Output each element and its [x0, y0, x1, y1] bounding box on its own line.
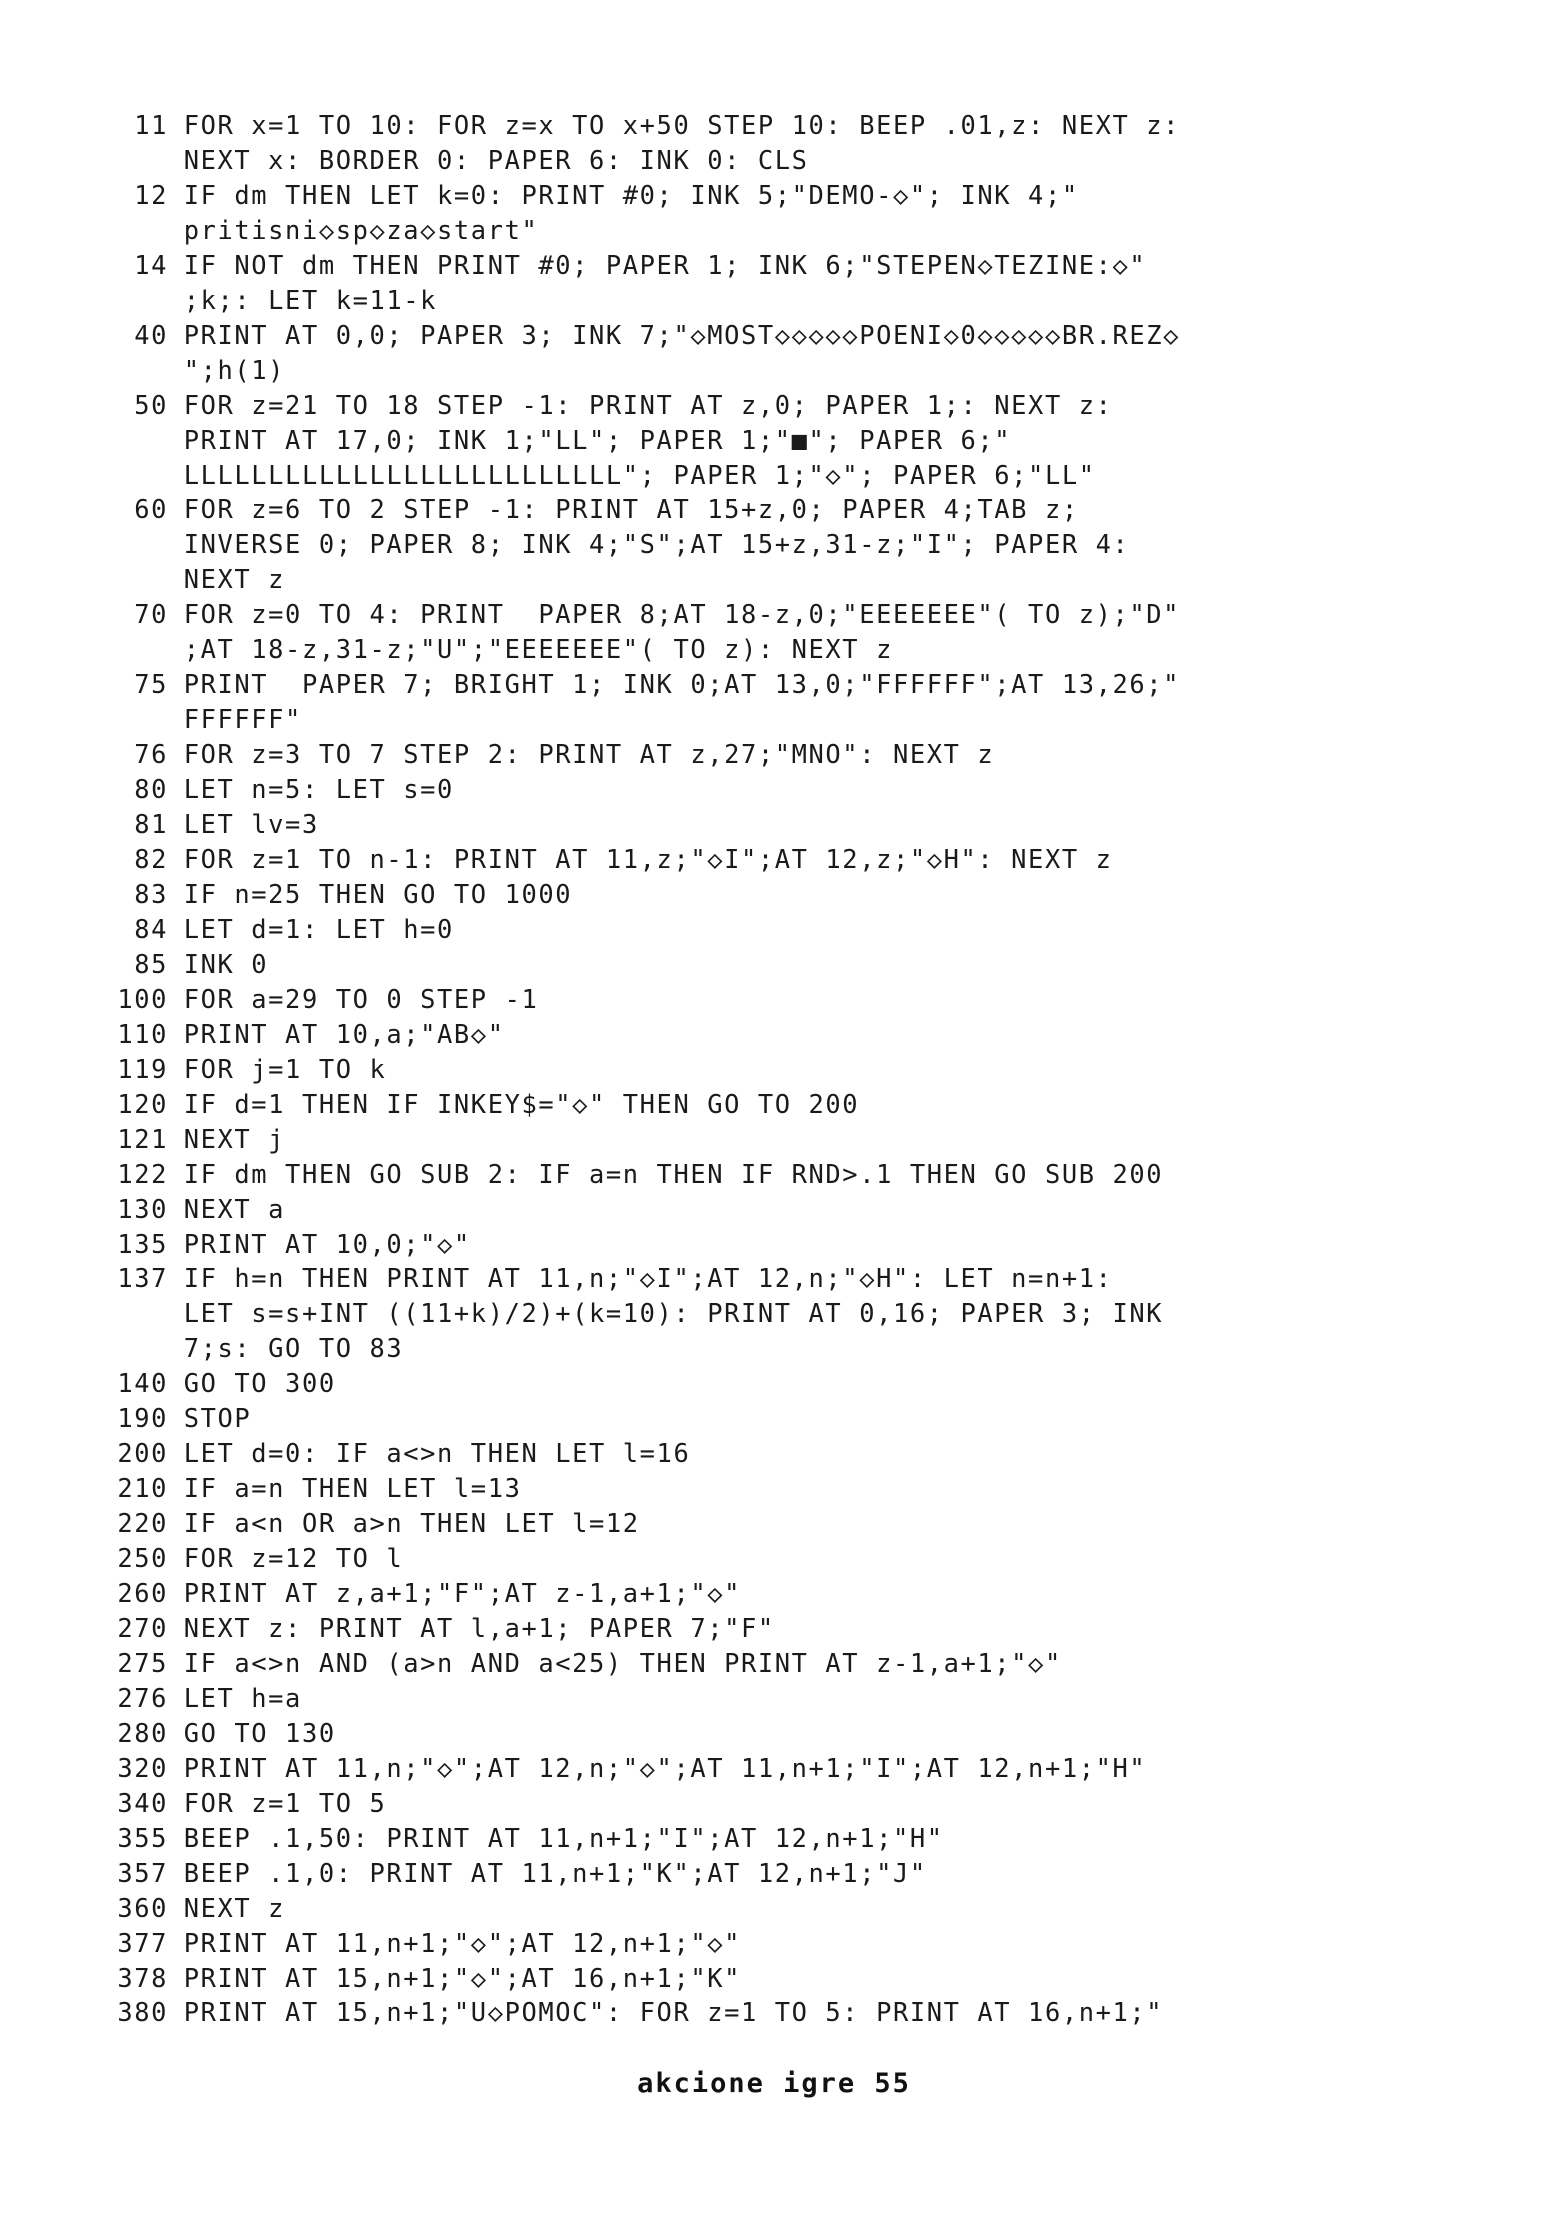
- code-text: LET d=1: LET h=0: [183, 913, 454, 944]
- line-number: 81: [134, 809, 168, 840]
- code-line: [98, 1926, 1438, 1961]
- line-number: [98, 283, 168, 318]
- code-line: [98, 1087, 1438, 1122]
- code-line: [98, 1506, 1438, 1541]
- code-line: [98, 108, 1438, 143]
- line-number: 220: [117, 1508, 168, 1539]
- code-line: [98, 842, 1438, 877]
- code-text: PRINT AT 10,a;"AB◇": [183, 1018, 505, 1049]
- line-number: 120: [117, 1088, 168, 1119]
- code-line: [98, 1261, 1438, 1296]
- line-number: 84: [134, 913, 168, 944]
- line-number: 40: [134, 319, 168, 350]
- code-line: [98, 912, 1438, 947]
- code-line: [98, 737, 1438, 772]
- line-number: 130: [117, 1193, 168, 1224]
- code-text: PRINT AT 0,0; PAPER 3; INK 7;"◇MOST◇◇◇◇◇POENI◇0◇◇◇◇◇BR.REZ◇: [183, 319, 1181, 350]
- code-text: PRINT AT 11,n+1;"◇";AT 12,n+1;"◇": [183, 1927, 741, 1958]
- line-number: 340: [117, 1787, 168, 1818]
- code-line-continuation: [98, 527, 1438, 562]
- line-number: 135: [117, 1228, 168, 1259]
- code-line: [98, 1157, 1438, 1192]
- code-line: [98, 1646, 1438, 1681]
- line-number: 75: [134, 669, 168, 700]
- code-line: [98, 597, 1438, 632]
- code-line-continuation: [98, 562, 1438, 597]
- code-line: [98, 1227, 1438, 1262]
- line-number: 380: [117, 1997, 168, 2028]
- code-line: [98, 1681, 1438, 1716]
- line-number: 85: [134, 948, 168, 979]
- code-line: [98, 1192, 1438, 1227]
- line-number: 50: [134, 389, 168, 420]
- code-text: FOR z=1 TO 5: [183, 1787, 387, 1818]
- code-line: [98, 178, 1438, 213]
- code-text: LET lv=3: [183, 809, 319, 840]
- line-number: 276: [117, 1682, 168, 1713]
- code-text: NEXT z: [183, 564, 286, 595]
- line-number: 12: [134, 179, 168, 210]
- line-number: [98, 632, 168, 667]
- code-text: IF dm THEN LET k=0: PRINT #0; INK 5;"DEMO-◇"; INK 4;": [183, 179, 1079, 210]
- code-line: [98, 807, 1438, 842]
- code-line: [98, 1856, 1438, 1891]
- line-number: 200: [117, 1438, 168, 1469]
- code-text: PRINT AT 15,n+1;"U◇POMOC": FOR z=1 TO 5: PRINT AT 16,n+1;": [183, 1997, 1164, 2028]
- line-number: 119: [117, 1053, 168, 1084]
- code-line: [98, 1576, 1438, 1611]
- line-number: 360: [117, 1892, 168, 1923]
- line-number: 110: [117, 1018, 168, 1049]
- line-number: 270: [117, 1612, 168, 1643]
- code-text: BEEP .1,0: PRINT AT 11,n+1;"K";AT 12,n+1;"J": [183, 1857, 927, 1888]
- line-number: 377: [117, 1927, 168, 1958]
- code-text: INVERSE 0; PAPER 8; INK 4;"S";AT 15+z,31-z;"I"; PAPER 4:: [183, 529, 1130, 560]
- line-number: 357: [117, 1857, 168, 1888]
- code-line: [98, 947, 1438, 982]
- code-line: [98, 248, 1438, 283]
- line-number: 100: [117, 983, 168, 1014]
- code-line: [98, 1891, 1438, 1926]
- code-text: NEXT x: BORDER 0: PAPER 6: INK 0: CLS: [183, 144, 809, 175]
- line-number: 210: [117, 1473, 168, 1504]
- code-text: LET d=0: IF a<>n THEN LET l=16: [183, 1438, 691, 1469]
- code-line: [98, 1995, 1438, 2030]
- code-text: FOR z=1 TO n-1: PRINT AT 11,z;"◇I";AT 12,z;"◇H": NEXT z: [183, 844, 1113, 875]
- line-number: 70: [134, 599, 168, 630]
- code-text: INK 0: [183, 948, 269, 979]
- code-line: [98, 1017, 1438, 1052]
- code-text: FFFFFF": [183, 704, 302, 735]
- line-number: [98, 143, 168, 178]
- code-line: [98, 667, 1438, 702]
- code-line: [98, 492, 1438, 527]
- code-text: PRINT AT 15,n+1;"◇";AT 16,n+1;"K": [183, 1962, 741, 1993]
- code-text: ;k;: LET k=11-k: [183, 284, 438, 315]
- code-line-continuation: [98, 702, 1438, 737]
- code-line: [98, 982, 1438, 1017]
- line-number: 355: [117, 1822, 168, 1853]
- line-number: 14: [134, 249, 168, 280]
- code-text: PRINT PAPER 7; BRIGHT 1; INK 0;AT 13,0;"FFFFFF";AT 13,26;": [183, 669, 1181, 700]
- code-line: [98, 1436, 1438, 1471]
- code-text: IF a<>n AND (a>n AND a<25) THEN PRINT AT z-1,a+1;"◇": [183, 1647, 1062, 1678]
- line-number: [98, 213, 168, 248]
- line-number: 122: [117, 1158, 168, 1189]
- code-line-continuation: [98, 213, 1438, 248]
- line-number: 80: [134, 774, 168, 805]
- code-text: IF d=1 THEN IF INKEY$="◇" THEN GO TO 200: [183, 1088, 860, 1119]
- code-line-continuation: [98, 458, 1438, 493]
- basic-program-listing: [98, 108, 1438, 2030]
- line-number: 320: [117, 1752, 168, 1783]
- code-line: [98, 318, 1438, 353]
- code-line-continuation: [98, 632, 1438, 667]
- code-text: PRINT AT 11,n;"◇";AT 12,n;"◇";AT 11,n+1;"I";AT 12,n+1;"H": [183, 1752, 1147, 1783]
- code-text: IF NOT dm THEN PRINT #0; PAPER 1; INK 6;"STEPEN◇TEZINE:◇": [183, 249, 1147, 280]
- code-line: [98, 1541, 1438, 1576]
- line-number: [98, 702, 168, 737]
- code-text: LLLLLLLLLLLLLLLLLLLLLLLLLL"; PAPER 1;"◇"; PAPER 6;"LL": [183, 459, 1096, 490]
- code-line: [98, 772, 1438, 807]
- code-line-continuation: [98, 283, 1438, 318]
- code-text: FOR x=1 TO 10: FOR z=x TO x+50 STEP 10: BEEP .01,z: NEXT z:: [183, 110, 1181, 140]
- code-text: FOR z=21 TO 18 STEP -1: PRINT AT z,0; PAPER 1;: NEXT z:: [183, 389, 1113, 420]
- code-line: [98, 1366, 1438, 1401]
- code-text: NEXT j: [183, 1123, 286, 1154]
- line-number: [98, 527, 168, 562]
- code-line: [98, 1052, 1438, 1087]
- code-text: PRINT AT 17,0; INK 1;"LL"; PAPER 1;"■"; PAPER 6;": [183, 424, 1012, 455]
- code-text: PRINT AT 10,0;"◇": [183, 1228, 471, 1259]
- line-number: 378: [117, 1962, 168, 1993]
- code-text: ";h(1): [183, 354, 286, 385]
- code-text: NEXT a: [183, 1193, 286, 1224]
- code-line-continuation: [98, 143, 1438, 178]
- code-text: FOR a=29 TO 0 STEP -1: [183, 983, 539, 1014]
- code-text: LET n=5: LET s=0: [183, 774, 454, 805]
- line-number: 140: [117, 1368, 168, 1399]
- code-text: FOR z=6 TO 2 STEP -1: PRINT AT 15+z,0; PAPER 4;TAB z;: [183, 494, 1079, 525]
- code-text: pritisni◇sp◇za◇start": [183, 214, 539, 245]
- code-text: LET h=a: [183, 1682, 302, 1713]
- line-number: 280: [117, 1717, 168, 1748]
- code-line: [98, 1716, 1438, 1751]
- line-number: 190: [117, 1403, 168, 1434]
- code-text: IF a<n OR a>n THEN LET l=12: [183, 1508, 640, 1539]
- code-line: [98, 1786, 1438, 1821]
- line-number: 121: [117, 1123, 168, 1154]
- line-number: [98, 1296, 168, 1331]
- page-footer: akcione igre 55: [637, 2068, 911, 2099]
- line-number: 275: [117, 1647, 168, 1678]
- code-text: BEEP .1,50: PRINT AT 11,n+1;"I";AT 12,n+1;"H": [183, 1822, 944, 1853]
- code-text: NEXT z: [183, 1892, 286, 1923]
- line-number: [98, 423, 168, 458]
- code-line: [98, 1122, 1438, 1157]
- code-line: [98, 1961, 1438, 1996]
- line-number: [98, 458, 168, 493]
- code-line: [98, 1471, 1438, 1506]
- line-number: 83: [134, 878, 168, 909]
- line-number: 250: [117, 1543, 168, 1574]
- line-number: 82: [134, 844, 168, 875]
- line-number: [98, 353, 168, 388]
- code-line: [98, 1821, 1438, 1856]
- code-line: [98, 877, 1438, 912]
- code-line: [98, 1611, 1438, 1646]
- code-line-continuation: [98, 1331, 1438, 1366]
- code-text: IF n=25 THEN GO TO 1000: [183, 878, 573, 909]
- code-text: GO TO 130: [183, 1717, 336, 1748]
- code-text: IF h=n THEN PRINT AT 11,n;"◇I";AT 12,n;"◇H": LET n=n+1:: [183, 1263, 1113, 1294]
- line-number: [98, 562, 168, 597]
- code-text: STOP: [183, 1403, 252, 1434]
- code-text: IF dm THEN GO SUB 2: IF a=n THEN IF RND>.1 THEN GO SUB 200: [183, 1158, 1164, 1189]
- line-number: 60: [134, 494, 168, 525]
- code-text: IF a=n THEN LET l=13: [183, 1473, 522, 1504]
- code-text: FOR z=0 TO 4: PRINT PAPER 8;AT 18-z,0;"EEEEEEE"( TO z);"D": [183, 599, 1181, 630]
- line-number: [98, 1331, 168, 1366]
- line-number: 260: [117, 1578, 168, 1609]
- code-line: [98, 1751, 1438, 1786]
- code-line: [98, 1401, 1438, 1436]
- line-number: 11: [134, 110, 168, 140]
- code-text: ;AT 18-z,31-z;"U";"EEEEEEE"( TO z): NEXT z: [183, 634, 893, 665]
- code-text: FOR z=3 TO 7 STEP 2: PRINT AT z,27;"MNO": NEXT z: [183, 739, 995, 770]
- code-text: NEXT z: PRINT AT l,a+1; PAPER 7;"F": [183, 1612, 775, 1643]
- line-number: 137: [117, 1263, 168, 1294]
- code-text: GO TO 300: [183, 1368, 336, 1399]
- code-text: FOR j=1 TO k: [183, 1053, 387, 1084]
- code-text: PRINT AT z,a+1;"F";AT z-1,a+1;"◇": [183, 1578, 741, 1609]
- code-text: 7;s: GO TO 83: [183, 1333, 404, 1364]
- code-line-continuation: [98, 1296, 1438, 1331]
- code-text: FOR z=12 TO l: [183, 1543, 404, 1574]
- code-line: [98, 388, 1438, 423]
- line-number: 76: [134, 739, 168, 770]
- code-line-continuation: [98, 353, 1438, 388]
- code-text: LET s=s+INT ((11+k)/2)+(k=10): PRINT AT 0,16; PAPER 3; INK: [183, 1298, 1164, 1329]
- code-line-continuation: [98, 423, 1438, 458]
